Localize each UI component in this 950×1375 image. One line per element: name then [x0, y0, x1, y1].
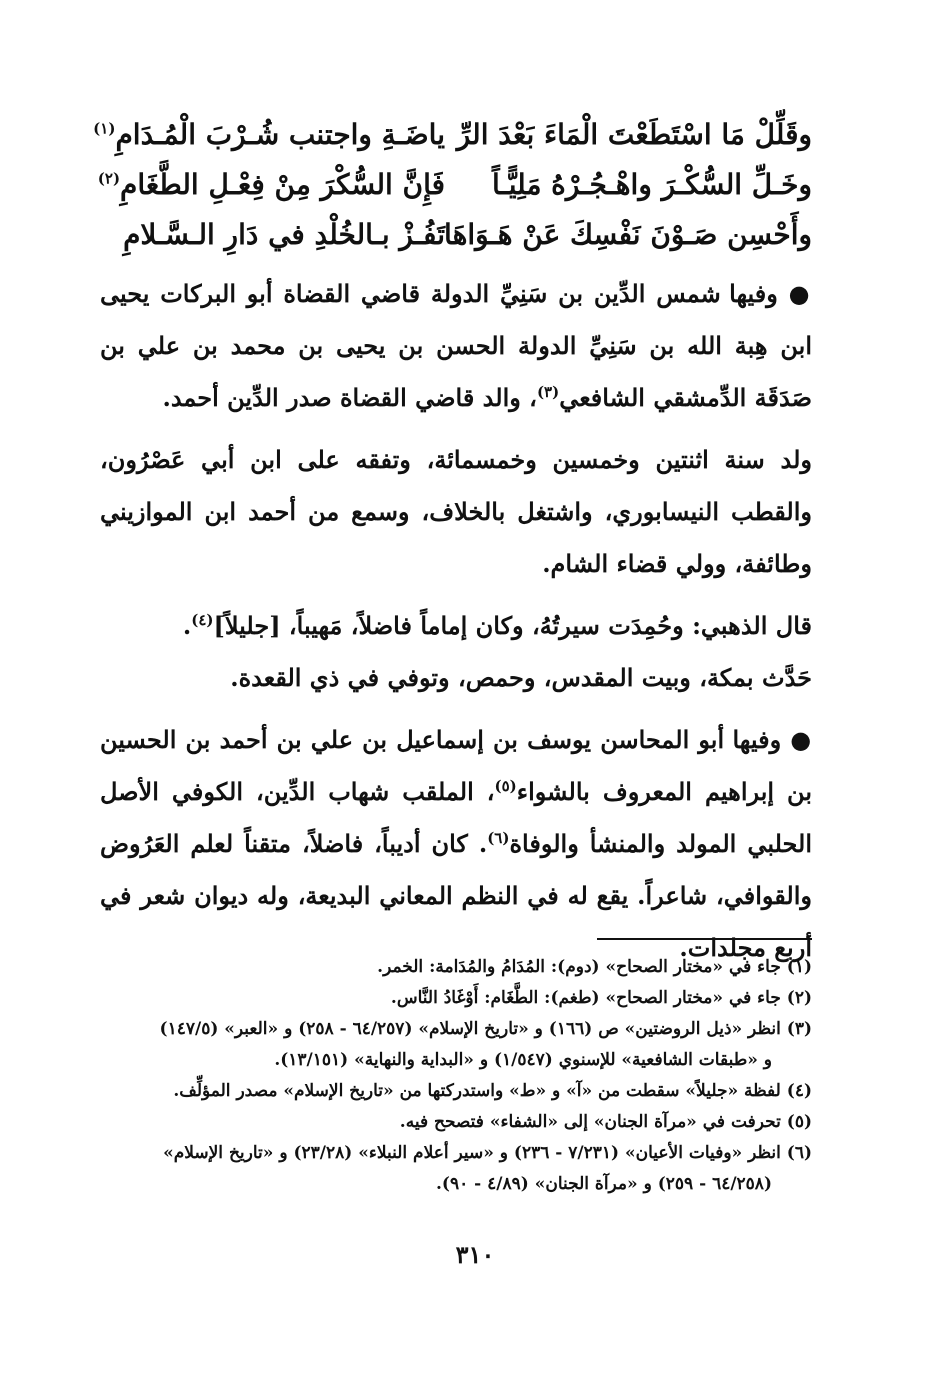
verse-second-text: فَإِنَّ السُّكْرَ مِنْ فِعْـلِ الطَّغَامِ: [120, 168, 445, 201]
paragraph-text: قال الذهبي: وحُمِدَت سيرتُهُ، وكان إماماً فاضلاً، مَهيباً، [جليلاً]: [213, 611, 812, 640]
footnote: (٤) لفظة «جليلاً» سقطت من «آ» و «ط» واستدركتها من «تاريخ الإسلام» مصدر المؤلِّف.: [173, 1081, 812, 1101]
footnote-ref: (٤): [191, 611, 214, 629]
footnote-ref: (٥): [494, 777, 517, 795]
paragraph-text: ، والد قاضي القضاة صدر الدِّين أحمد.: [162, 383, 537, 412]
verse-second-text: ياضَـةِ واجتنب شُـرْبَ الْمُـدَامِ: [115, 118, 445, 151]
footnote-continuation: و «طبقات الشافعية» للإسنوي (١/٥٤٧) و «البداية والنهاية» (١٣/١٥١).: [274, 1050, 772, 1070]
main-text: [100, 268, 812, 984]
verse-first-hemistich: وقَلِّلْ مَا اسْتَطَعْتَ الْمَاءَ بَعْدَ الرِّ: [456, 118, 812, 151]
footnote-divider: [597, 938, 812, 940]
paragraph-text: . كان أديباً، فاضلاً، متقناً لعلم العَرُوض والقوافي، شاعراً. يقع له في النظم المعاني البديعة، وله ديوان شعر في أربع مجلدات.: [100, 829, 813, 962]
verse-line: [97, 160, 812, 210]
footnote: (٣) انظر «ذيل الروضتين» ص (١٦٦) و «تاريخ الإسلام» (٦٤/٢٥٧ - ٢٥٨) و «العبر» (١٤٧/٥): [159, 1019, 812, 1039]
footnote: (٥) تحرفت في «مرآة الجنان» إلى «الشفاء» فتصحح فيه.: [399, 1112, 812, 1132]
verse-second-hemistich: [100, 210, 445, 260]
paragraph-hadith: حَدَّث بمكة، وبيت المقدس، وحمص، وتوفي في ذي القعدة.: [230, 663, 812, 692]
poem: [93, 110, 812, 260]
paragraph-entry-ibn-sani: [100, 268, 812, 424]
verse-first-hemistich: وأَحْسِن صَـوْنَ نَفْسِكَ عَنْ هَـوَاهَا: [444, 218, 812, 251]
verse-second-text: تَفُـزْ بـالخُلْدِ في دَارِ الـسَّـلامِ: [123, 218, 445, 251]
footnote-ref: (١): [93, 119, 116, 138]
paragraph-birth: ولد سنة اثنتين وخمسين وخمسمائة، وتفقه على ابن أبي عَصْرُون، والقطب النيسابوري، واشتغل بالخلاف، وسمع من أحمد ابن الموازيني وطائفة، وولي قضاء الشام.: [100, 445, 812, 578]
paragraph-text: ، الملقب شهاب الدِّين، الكوفي الأصل الحلبي المولد والمنشأ والوفاة: [100, 777, 812, 858]
footnote-ref: (٣): [536, 383, 560, 401]
paragraph-text: .: [182, 611, 192, 640]
footnotes: [100, 952, 812, 1200]
paragraph-text: وفيها شمس الدِّين بن سَنِيِّ الدولة قاضي القضاة أبو البركات يحيى ابن هِبة الله بن سَنِيِّ الدولة الحسن بن يحيى بن محمد بن علي بن صَدَقَة الدِّمشقي الشافعي: [100, 279, 812, 412]
footnote: (٢) جاء في «مختار الصحاح» (طغم): الطَّغَام: أَوْغَادُ النَّاس.: [390, 988, 812, 1008]
verse-line: [93, 110, 812, 160]
paragraph-entry-shawwa: [100, 714, 812, 974]
bullet-icon: ●: [790, 725, 812, 754]
bullet-icon: ●: [788, 279, 812, 308]
footnote: (١) جاء في «مختار الصحاح» (دوم): المُدَامُ والمُدَامة: الخمر.: [377, 957, 812, 977]
verse-second-hemistich: [97, 160, 445, 210]
paragraph-text: وفيها أبو المحاسن يوسف بن إسماعيل بن علي بن أحمد بن الحسين بن إبراهيم المعروف بالشواء: [100, 725, 812, 806]
footnote-continuation: (٦٤/٢٥٨ - ٢٥٩) و «مرآة الجنان» (٤/٨٩ - ٩٠).: [436, 1174, 772, 1194]
paragraph-dhahabi: [100, 600, 812, 652]
page-number: ٣١٠: [455, 1240, 495, 1269]
footnote-ref: (٢): [97, 169, 121, 188]
footnote: (٦) انظر «وفيات الأعيان» (٧/٢٣١ - ٢٣٦) و «سير أعلام النبلاء» (٢٣/٢٨) و «تاريخ الإسلام»: [163, 1143, 812, 1163]
verse-first-hemistich: وخَـلِّ السُّكْـرَ واهْـجُـرْهُ مَلِيًّـاً: [491, 168, 812, 201]
verse-second-hemistich: [93, 110, 445, 160]
verse-line: [100, 210, 812, 260]
footnote-ref: (٦): [487, 829, 510, 847]
